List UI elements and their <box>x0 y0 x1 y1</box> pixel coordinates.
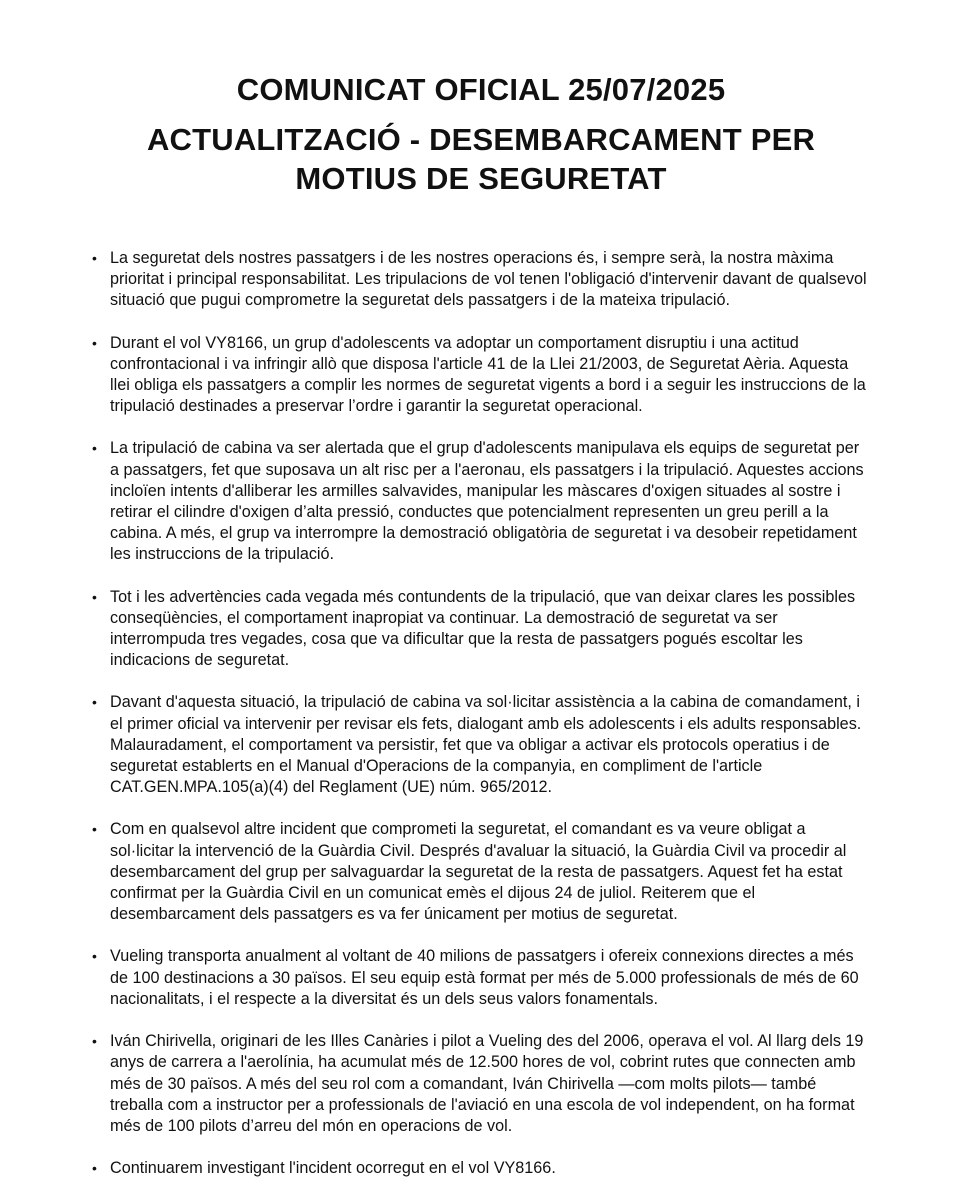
bullet-icon: • <box>92 1033 97 1050</box>
page-subtitle: ACTUALITZACIÓ - DESEMBARCAMENT PER MOTIUS DE SEGURETAT <box>146 122 816 196</box>
bullet-icon: • <box>92 334 97 351</box>
bullet-icon: • <box>92 948 97 965</box>
bullet-icon: • <box>92 1160 97 1177</box>
list-item <box>92 438 870 565</box>
list-item <box>92 587 870 672</box>
paragraph-text: Continuarem investigant l'incident ocorregut en el vol VY8166. <box>110 1159 556 1178</box>
paragraph-text: Iván Chirivella, originari de les Illes Canàries i pilot a Vueling des del 2006, operava el vol. Al llarg dels 19 anys de carrera a l'aerolínia, ha acumulat més de 12.500 hores de vol, cobrint rutes que connecten amb més de 30 països. A més del seu rol com a comandant, Iván Chirivella —com molts pilots— també treballa com a instructor per a professionals de l'aviació en una escola de vol independent, on ha format més de 100 pilots d’arreu del món en operacions de vol. <box>110 1032 864 1135</box>
list-item <box>92 692 870 798</box>
paragraph-text: Durant el vol VY8166, un grup d'adolescents va adoptar un comportament disruptiu i una actitud confrontacional i va infringir allò que disposa l'article 41 de la Llei 21/2003, de Seguretat Aèria. Aquesta llei obliga els passatgers a complir les normes de seguretat vigents a bord i a seguir les instruccions de la tripulació destinades a preservar l’ordre i garantir la seguretat operacional. <box>110 333 866 416</box>
bullet-icon: • <box>92 694 97 711</box>
paragraph-text: Vueling transporta anualment al voltant de 40 milions de passatgers i ofereix connexions directes a més de 100 destinacions a 30 països. El seu equip està format per més de 5.000 professionals de més de 60 nacionalitats, i el respecte a la diversitat és un dels seus valors fonamentals. <box>110 947 859 1008</box>
list-item <box>92 1031 870 1137</box>
paragraph-text: Davant d'aquesta situació, la tripulació de cabina va sol·licitar assistència a la cabina de comandament, i el primer oficial va intervenir per revisar els fets, dialogant amb els adolescents i els adults responsables. Malauradament, el comportament va persistir, fet que va obligar a activar els protocols operatius i de seguretat establerts en el Manual d'Operacions de la companyia, en compliment de l'article CAT.GEN.MPA.105(a)(4) del Reglament (UE) núm. 965/2012. <box>110 693 862 797</box>
paragraph-text: Com en qualsevol altre incident que comprometi la seguretat, el comandant es va veure obligat a sol·licitar la intervenció de la Guàrdia Civil. Després d'avaluar la situació, la Guàrdia Civil va procedir al desembarcament del grup per salvaguardar la seguretat de la resta de passatgers. Aquest fet ha estat confirmat per la Guàrdia Civil en un comunicat emès el dijous 24 de juliol. Reiterem que el desembarcament dels passatgers es va fer únicament per motius de seguretat. <box>110 820 847 924</box>
bullet-icon: • <box>92 821 97 838</box>
page-title: COMUNICAT OFICIAL 25/07/2025 <box>236 72 726 107</box>
list-item <box>92 819 870 925</box>
list-item <box>92 248 870 312</box>
paragraph-text: Tot i les advertències cada vegada més contundents de la tripulació, que van deixar clares les possibles conseqüències, el comportament inapropiat va continuar. La demostració de seguretat va ser interrompuda tres vegades, cosa que va dificultar que la resta de passatgers pogués escoltar les indicacions de seguretat. <box>110 587 856 670</box>
list-item <box>92 1158 870 1179</box>
bullet-icon: • <box>92 250 97 266</box>
list-item <box>92 946 870 1010</box>
paragraph-text: La tripulació de cabina va ser alertada que el grup d'adolescents manipulava els equips de seguretat per a passatgers, fet que suposava un alt risc per a l'aeronau, els passatgers i la tripulació. Aquestes accions incloïen intents d'alliberar les armilles salvavides, manipular les màscares d'oxigen situades al sostre i retirar el cilindre d'oxigen d’alta pressió, conductes que potencialment representen un greu perill a la cabina. A més, el grup va interrompre la demostració obligatòria de seguretat i va desobeir repetidament les instruccions de la tripulació. <box>110 439 864 564</box>
paragraph-text: La seguretat dels nostres passatgers i de les nostres operacions és, i sempre serà, la nostra màxima prioritat i principal responsabilitat. Les tripulacions de vol tenen l'obligació d'intervenir davant de qualsevol situació que pugui comprometre la seguretat dels passatgers i de la mateixa tripulació. <box>110 249 867 310</box>
statement-list <box>92 248 870 1179</box>
list-item <box>92 333 870 418</box>
bullet-icon: • <box>92 588 97 605</box>
bullet-icon: • <box>92 440 97 457</box>
